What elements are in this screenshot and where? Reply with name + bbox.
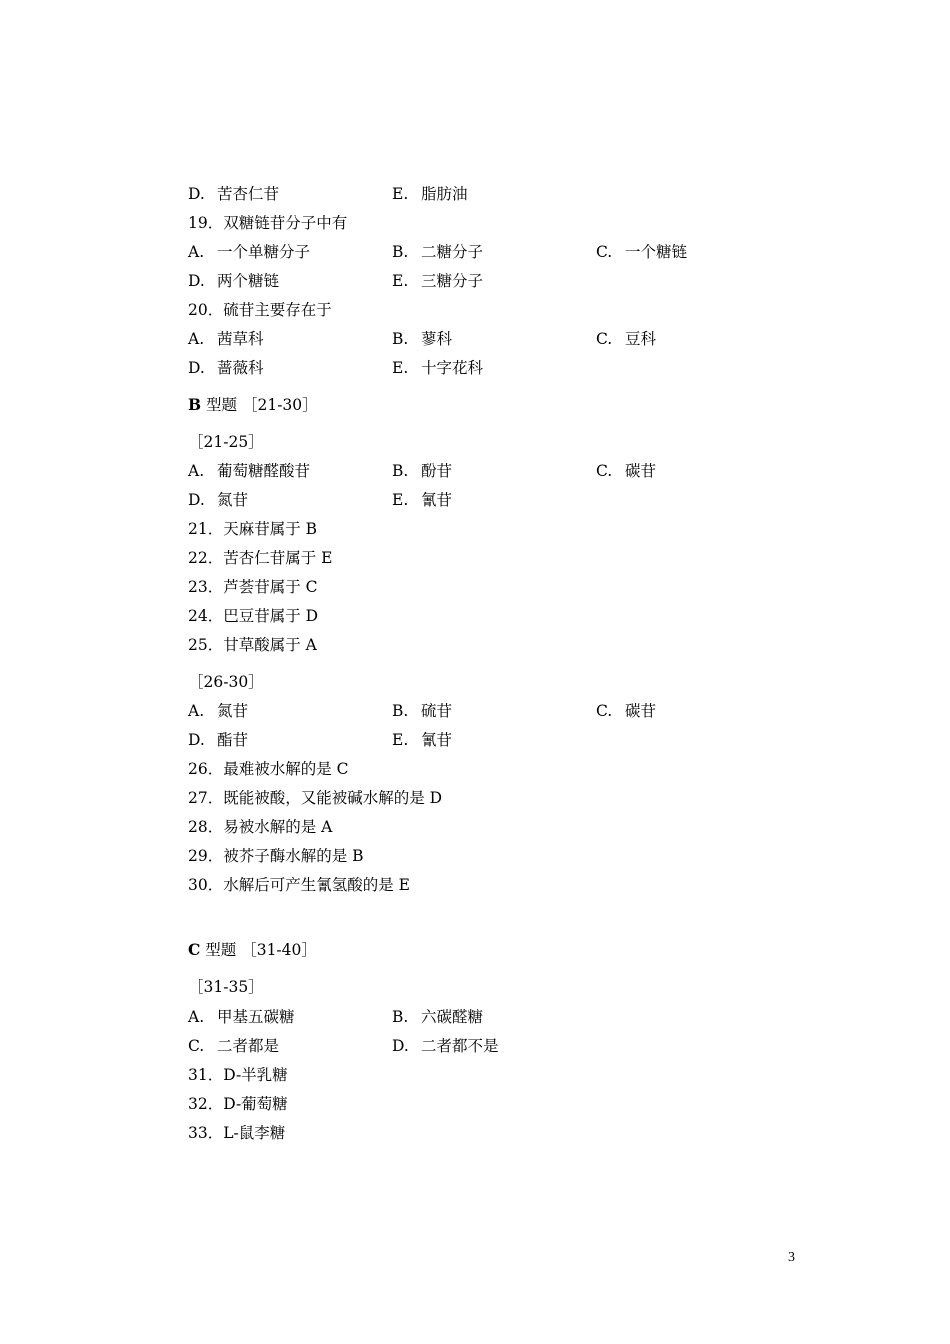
- option-text: 两个糖链: [217, 272, 280, 290]
- option-item: [188, 460, 310, 482]
- section-type-letter: C: [188, 940, 201, 959]
- option-letter: D.: [188, 185, 205, 203]
- option-text: 蓼科: [421, 330, 453, 348]
- option-text: 豆科: [625, 330, 657, 348]
- option-item: [188, 328, 264, 350]
- option-text: 六碳醛糖: [421, 1008, 484, 1026]
- group-range-label: ［31-35］: [188, 978, 264, 996]
- option-letter: D.: [188, 272, 205, 290]
- option-text: 蔷薇科: [217, 359, 264, 377]
- option-item: [392, 241, 483, 263]
- question-line: 32．D-葡萄糖: [188, 1095, 288, 1113]
- option-item: [392, 270, 483, 292]
- option-item: [392, 489, 452, 511]
- option-item: [188, 357, 264, 379]
- option-item: [392, 183, 468, 205]
- question-line: 29．被芥子酶水解的是 B: [188, 847, 364, 865]
- question-line: 22．苦杏仁苷属于 E: [188, 549, 333, 567]
- question-line: 19．双糖链苷分子中有: [188, 214, 348, 232]
- page-number: 3: [788, 1250, 795, 1265]
- option-text: 氰苷: [421, 491, 453, 509]
- option-letter: E.: [392, 731, 409, 749]
- option-item: [596, 700, 656, 722]
- option-letter: C.: [596, 702, 613, 720]
- option-letter: B.: [392, 702, 409, 720]
- option-text: 氮苷: [217, 702, 249, 720]
- question-line: 33．L-鼠李糖: [188, 1124, 286, 1142]
- section-heading-text: 型题 ［21-30］: [206, 396, 318, 414]
- option-item: [188, 489, 248, 511]
- option-letter: E.: [392, 185, 409, 203]
- option-letter: C.: [596, 243, 613, 261]
- option-item: [392, 1035, 499, 1057]
- option-text: 十字花科: [421, 359, 484, 377]
- option-item: [392, 1006, 483, 1028]
- option-item: [596, 460, 656, 482]
- option-text: 茜草科: [217, 330, 264, 348]
- option-item: [188, 241, 310, 263]
- option-text: 二者都是: [217, 1037, 280, 1055]
- option-item: [392, 700, 452, 722]
- option-letter: A.: [188, 1008, 205, 1026]
- group-range-label: ［26-30］: [188, 673, 264, 691]
- option-item: [596, 241, 687, 263]
- option-text: 脂肪油: [421, 185, 468, 203]
- option-letter: A.: [188, 243, 205, 261]
- question-line: 25．甘草酸属于 A: [188, 636, 317, 654]
- option-text: 三糖分子: [421, 272, 484, 290]
- option-letter: E.: [392, 272, 409, 290]
- option-text: 酚苷: [421, 462, 453, 480]
- option-item: [188, 183, 279, 205]
- option-item: [188, 729, 248, 751]
- option-text: 甲基五碳糖: [217, 1008, 295, 1026]
- option-text: 碳苷: [625, 702, 657, 720]
- option-letter: A.: [188, 462, 205, 480]
- section-heading-text: 型题 ［31-40］: [205, 941, 317, 959]
- option-letter: E.: [392, 491, 409, 509]
- option-text: 酯苷: [217, 731, 249, 749]
- option-item: [188, 270, 279, 292]
- option-letter: D.: [188, 359, 205, 377]
- option-text: 葡萄糖醛酸苷: [217, 462, 311, 480]
- option-letter: C.: [596, 330, 613, 348]
- option-item: [392, 357, 483, 379]
- option-letter: E.: [392, 359, 409, 377]
- option-letter: D.: [188, 731, 205, 749]
- option-letter: A.: [188, 702, 205, 720]
- option-letter: A.: [188, 330, 205, 348]
- option-letter: C.: [188, 1037, 205, 1055]
- question-line: 20．硫苷主要存在于: [188, 301, 332, 319]
- question-line: 30．水解后可产生氰氢酸的是 E: [188, 876, 410, 894]
- option-letter: D.: [392, 1037, 409, 1055]
- question-line: 21．天麻苷属于 B: [188, 520, 318, 538]
- option-item: [392, 328, 452, 350]
- option-text: 二者都不是: [421, 1037, 499, 1055]
- question-line: 23．芦荟苷属于 C: [188, 578, 318, 596]
- question-line: 28．易被水解的是 A: [188, 818, 333, 836]
- option-letter: D.: [188, 491, 205, 509]
- option-letter: B.: [392, 462, 409, 480]
- option-item: [188, 1035, 279, 1057]
- option-letter: B.: [392, 330, 409, 348]
- option-item: [188, 700, 248, 722]
- option-text: 一个糖链: [625, 243, 688, 261]
- option-letter: C.: [596, 462, 613, 480]
- question-line: 26．最难被水解的是 C: [188, 760, 349, 778]
- option-text: 一个单糖分子: [217, 243, 311, 261]
- option-item: [596, 328, 656, 350]
- option-text: 碳苷: [625, 462, 657, 480]
- option-text: 二糖分子: [421, 243, 484, 261]
- section-heading: [188, 939, 317, 961]
- option-item: [392, 460, 452, 482]
- option-item: [188, 1006, 295, 1028]
- option-text: 苦杏仁苷: [217, 185, 280, 203]
- option-item: [392, 729, 452, 751]
- section-heading: [188, 394, 318, 416]
- section-type-letter: B: [188, 395, 202, 414]
- question-line: 27．既能被酸，又能被碱水解的是 D: [188, 789, 443, 807]
- question-line: 31．D-半乳糖: [188, 1066, 288, 1084]
- option-letter: B.: [392, 243, 409, 261]
- question-line: 24．巴豆苷属于 D: [188, 607, 319, 625]
- option-text: 氰苷: [421, 731, 453, 749]
- option-text: 氮苷: [217, 491, 249, 509]
- option-letter: B.: [392, 1008, 409, 1026]
- option-text: 硫苷: [421, 702, 453, 720]
- group-range-label: ［21-25］: [188, 433, 264, 451]
